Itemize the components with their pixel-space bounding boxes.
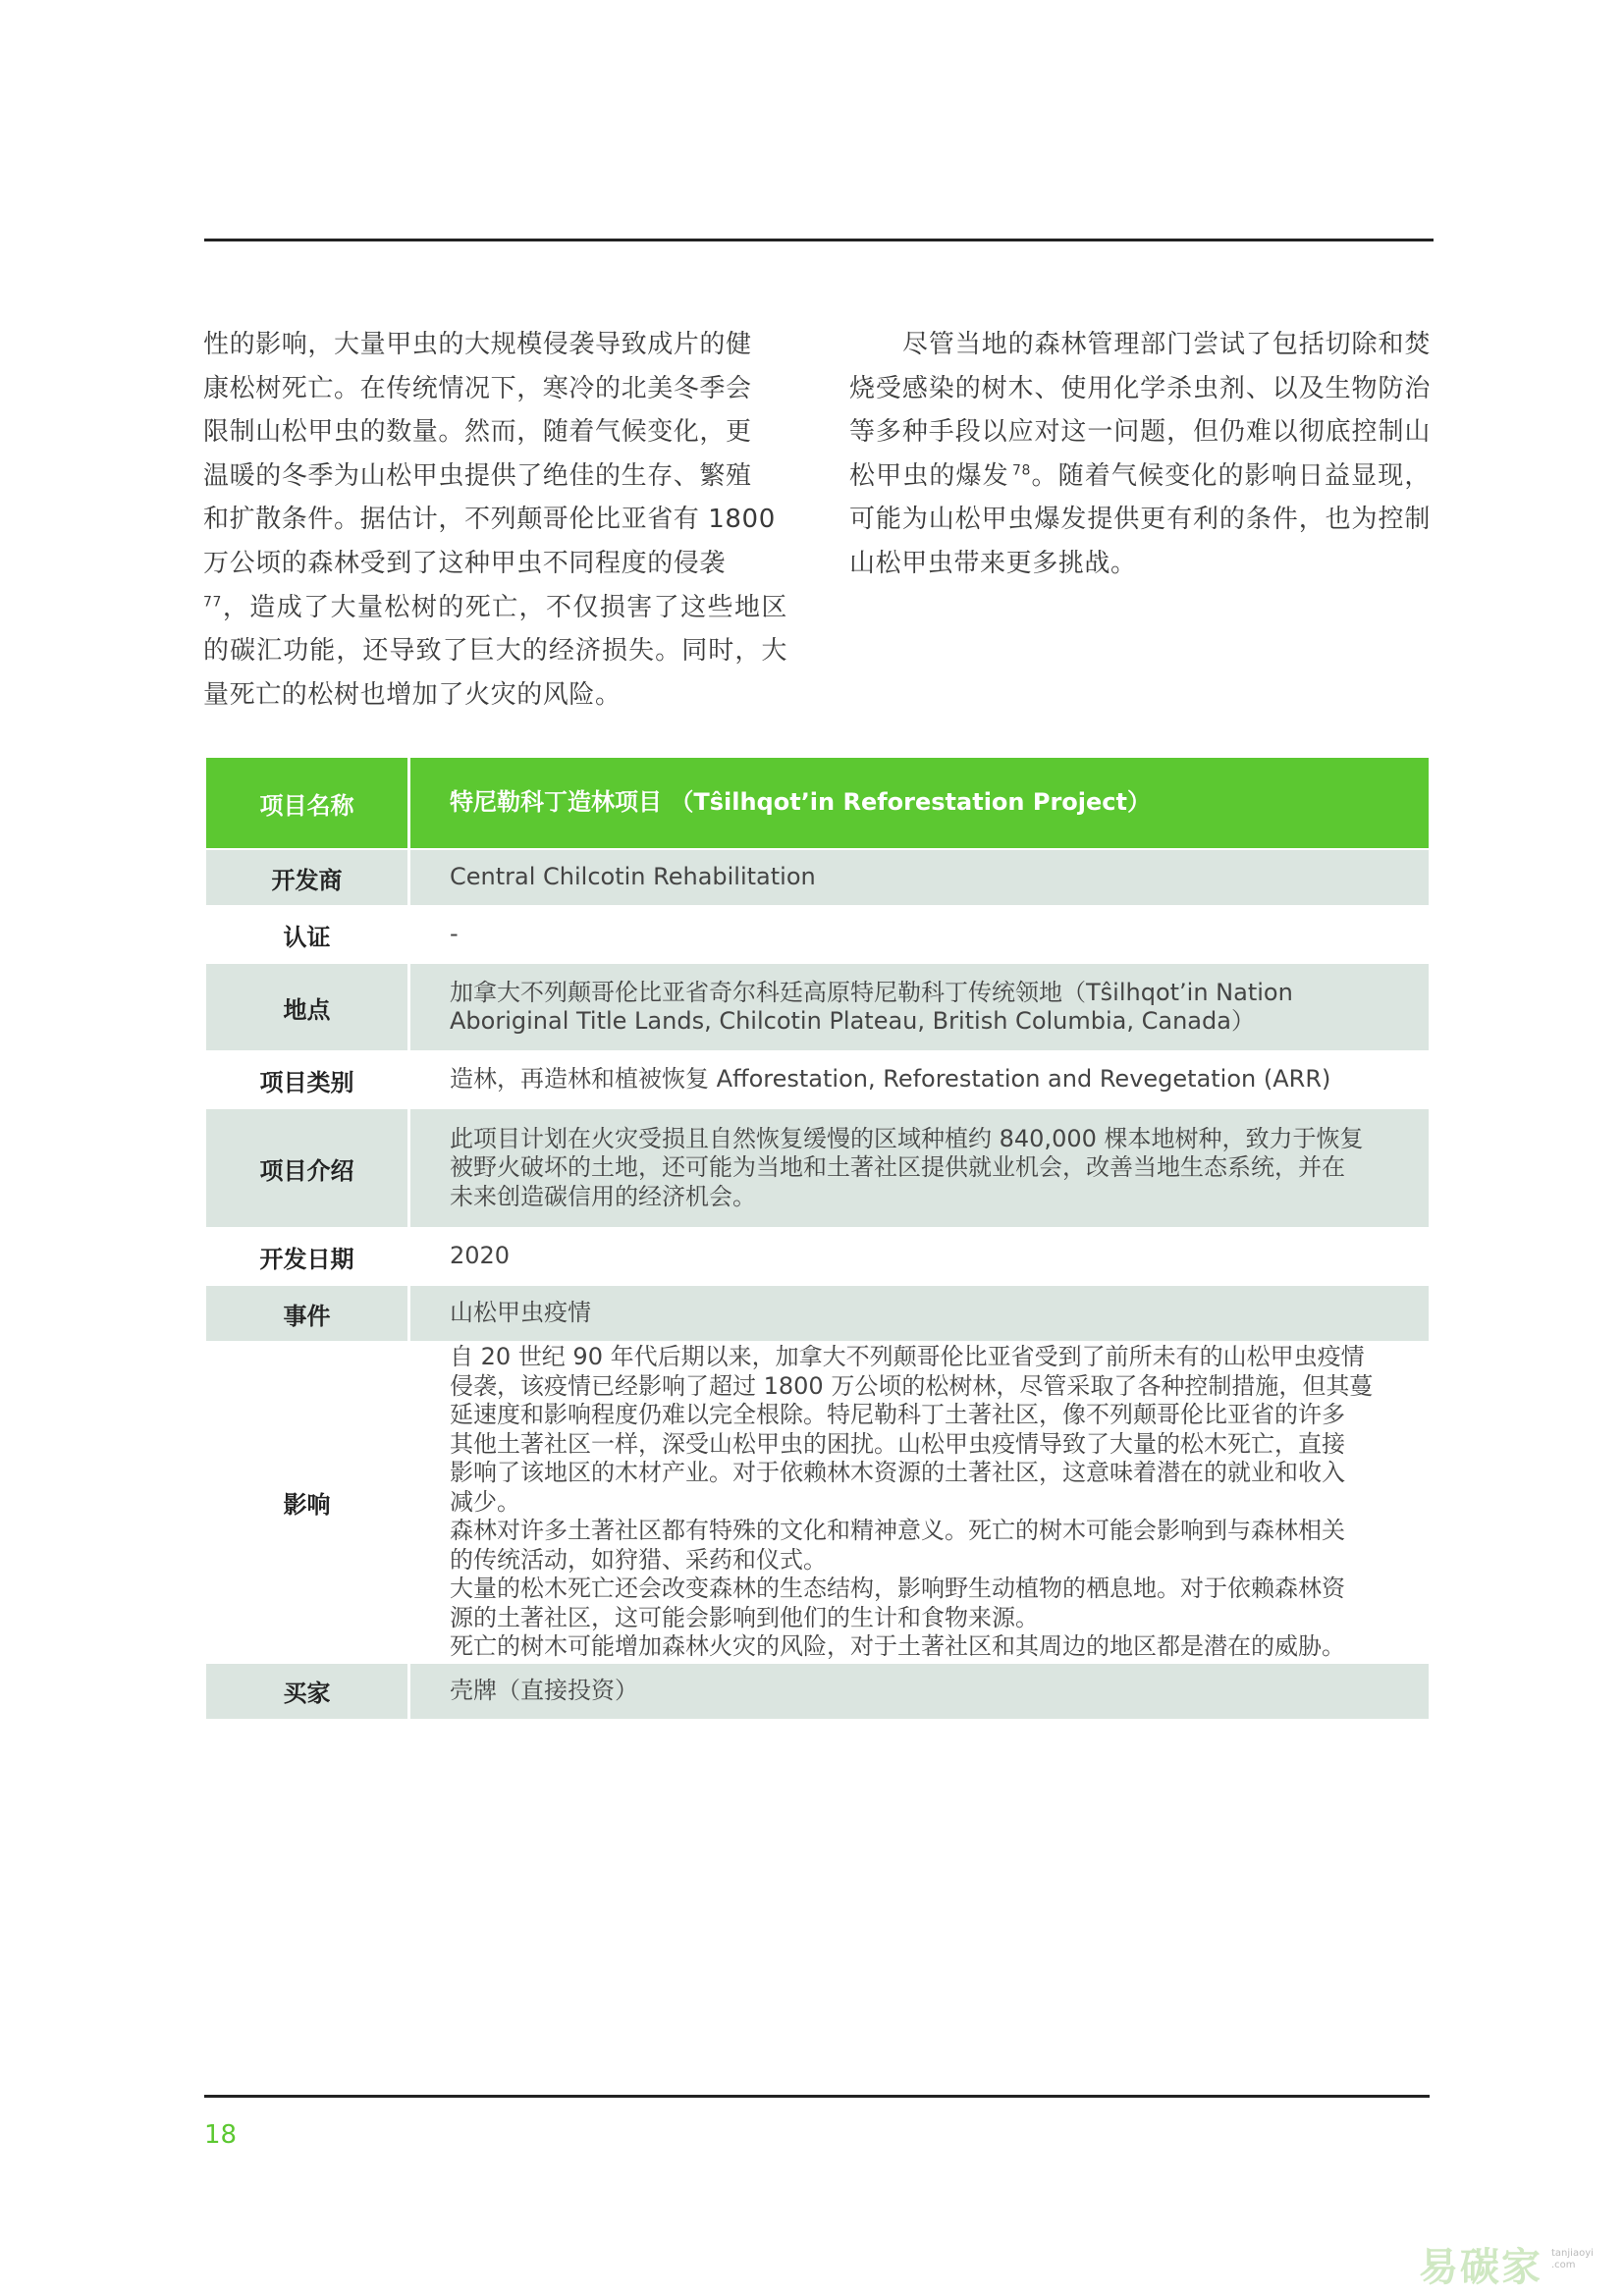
table-value-line: 影响了该地区的木材产业。对于依赖林木资源的土著社区，这意味着潜在的就业和收入: [450, 1459, 1345, 1486]
table-row: [206, 1109, 1429, 1229]
body-line: 万公顷的森林受到了这种甲虫不同程度的侵袭: [203, 548, 727, 578]
table-row-key: 影响: [206, 1343, 410, 1664]
table-row-key: 开发商: [206, 850, 410, 907]
body-text-right-column: [849, 323, 1431, 586]
table-value-line: 自 20 世纪 90 年代后期以来，加拿大不列颠哥伦比亚省受到了前所未有的山松甲虫疫情: [450, 1343, 1365, 1370]
table-row-value: [410, 1343, 1429, 1664]
table-row: [206, 1052, 1429, 1109]
table-header-value: 特尼勒科丁造林项目 （Tŝilhqot’in Reforestation Project）: [410, 758, 1429, 850]
table-value-line: 源的土著社区，这可能会影响到他们的生计和食物来源。: [450, 1603, 1039, 1631]
table-value-line: 2020: [450, 1242, 511, 1270]
table-value-line: 其他土著社区一样，深受山松甲虫的困扰。山松甲虫疫情导致了大量的松木死亡，直接: [450, 1429, 1345, 1458]
table-value-line: 未来创造碳信用的经济机会。: [450, 1182, 756, 1210]
table-row-key: 项目类别: [206, 1052, 410, 1109]
table-row: [206, 1229, 1429, 1286]
body-line: 康松树死亡。在传统情况下，寒冷的北美冬季会: [203, 373, 752, 403]
table-row: [206, 907, 1429, 964]
table-row-key: 开发日期: [206, 1229, 410, 1286]
table-row: [206, 964, 1429, 1052]
table-value-line: 减少。: [450, 1487, 520, 1516]
table-row: [206, 1286, 1429, 1343]
table-header-row: [206, 758, 1429, 850]
page-number: 18: [204, 2120, 238, 2150]
table-value-line: -: [450, 920, 459, 948]
body-text-left-column: [203, 323, 787, 717]
bottom-divider: [204, 2095, 1430, 2098]
table-value-line: 的传统活动，如狩猎、采药和仪式。: [450, 1545, 827, 1574]
table-value-line: 壳牌（直接投资）: [450, 1676, 638, 1704]
table-row-value: [410, 907, 1429, 964]
table-value-line: 加拿大不列颠哥伦比亚省奇尔科廷高原特尼勒科丁传统领地（Tŝilhqot’in Nation: [450, 978, 1293, 1006]
watermark-logo: [1419, 2236, 1615, 2291]
table-row: [206, 1343, 1429, 1664]
table-value-line: Aboriginal Title Lands, Chilcotin Plateau, British Columbia, Canada）: [450, 1007, 1255, 1035]
table-row-value: [410, 1286, 1429, 1343]
table-row-value: [410, 964, 1429, 1052]
table-value-line: Central Chilcotin Rehabilitation: [450, 863, 816, 891]
table-value-line: 山松甲虫疫情: [450, 1299, 591, 1327]
table-row-value: [410, 1109, 1429, 1229]
table-value-line: 死亡的树木可能增加森林火灾的风险，对于土著社区和其周边的地区都是潜在的威胁。: [450, 1632, 1345, 1660]
table-row-key: 买家: [206, 1664, 410, 1721]
watermark-text: 易碳家: [1419, 2245, 1543, 2290]
table-row-value: [410, 1664, 1429, 1721]
table-row-key: 认证: [206, 907, 410, 964]
table-row-value: [410, 1052, 1429, 1109]
table-row-key: 项目介绍: [206, 1109, 410, 1229]
body-paragraph: 尽管当地的森林管理部门尝试了包括切除和焚烧受感染的树木、使用化学杀虫剂、以及生物防治等多种手段以应对这一问题，但仍难以彻底控制山松甲虫的爆发: [849, 330, 1431, 491]
project-info-table: [206, 758, 1429, 1721]
table-row: [206, 850, 1429, 907]
body-line: ，造成了大量松树的死亡，不仅损害了这些地区的碳汇功能，还导致了巨大的经济损失。同时，大量死亡的松树也增加了火灾的风险。: [203, 592, 787, 710]
table-value-line: 大量的松木死亡还会改变森林的生态结构，影响野生动植物的栖息地。对于依赖森林资: [450, 1575, 1345, 1602]
table-value-line: 延速度和影响程度仍难以完全根除。特尼勒科丁土著社区，像不列颠哥伦比亚省的许多: [450, 1401, 1345, 1428]
footnote-ref: 78: [1012, 462, 1032, 479]
table-row-key: 地点: [206, 964, 410, 1052]
watermark-subtext: tanjiaoyi .com: [1551, 2248, 1594, 2270]
table-row-value: [410, 850, 1429, 907]
table-row-key: 事件: [206, 1286, 410, 1343]
table-value-line: 被野火破坏的土地，还可能为当地和土著社区提供就业机会，改善当地生态系统，并在: [450, 1153, 1345, 1182]
body-line: 温暖的冬季为山松甲虫提供了绝佳的生存、繁殖: [203, 460, 752, 491]
body-paragraph: 。随着气候变化的影响日益显现，可能为山松甲虫爆发提供更有利的条件，也为控制山松甲虫带来更多挑战。: [849, 460, 1431, 578]
table-value-line: 森林对许多土著社区都有特殊的文化和精神意义。死亡的树木可能会影响到与森林相关: [450, 1517, 1345, 1544]
table-row: [206, 1664, 1429, 1721]
table-row-value: [410, 1229, 1429, 1286]
table-value-line: 此项目计划在火灾受损且自然恢复缓慢的区域种植约 840,000 棵本地树种，致力于恢复: [450, 1124, 1364, 1152]
body-line: 和扩散条件。据估计，不列颠哥伦比亚省有 1800: [203, 505, 776, 535]
body-line: 性的影响，大量甲虫的大规模侵袭导致成片的健: [203, 330, 752, 359]
body-line: 限制山松甲虫的数量。然而，随着气候变化，更: [203, 417, 752, 448]
footnote-ref: 77: [203, 593, 223, 610]
table-value-line: 侵袭，该疫情已经影响了超过 1800 万公顷的松树林，尽管采取了各种控制措施，但其蔓: [450, 1371, 1374, 1400]
table-header-key: 项目名称: [206, 758, 410, 850]
table-value-line: 造林，再造林和植被恢复 Afforestation, Reforestation and Revegetation (ARR): [450, 1065, 1331, 1094]
top-divider: [204, 239, 1434, 241]
